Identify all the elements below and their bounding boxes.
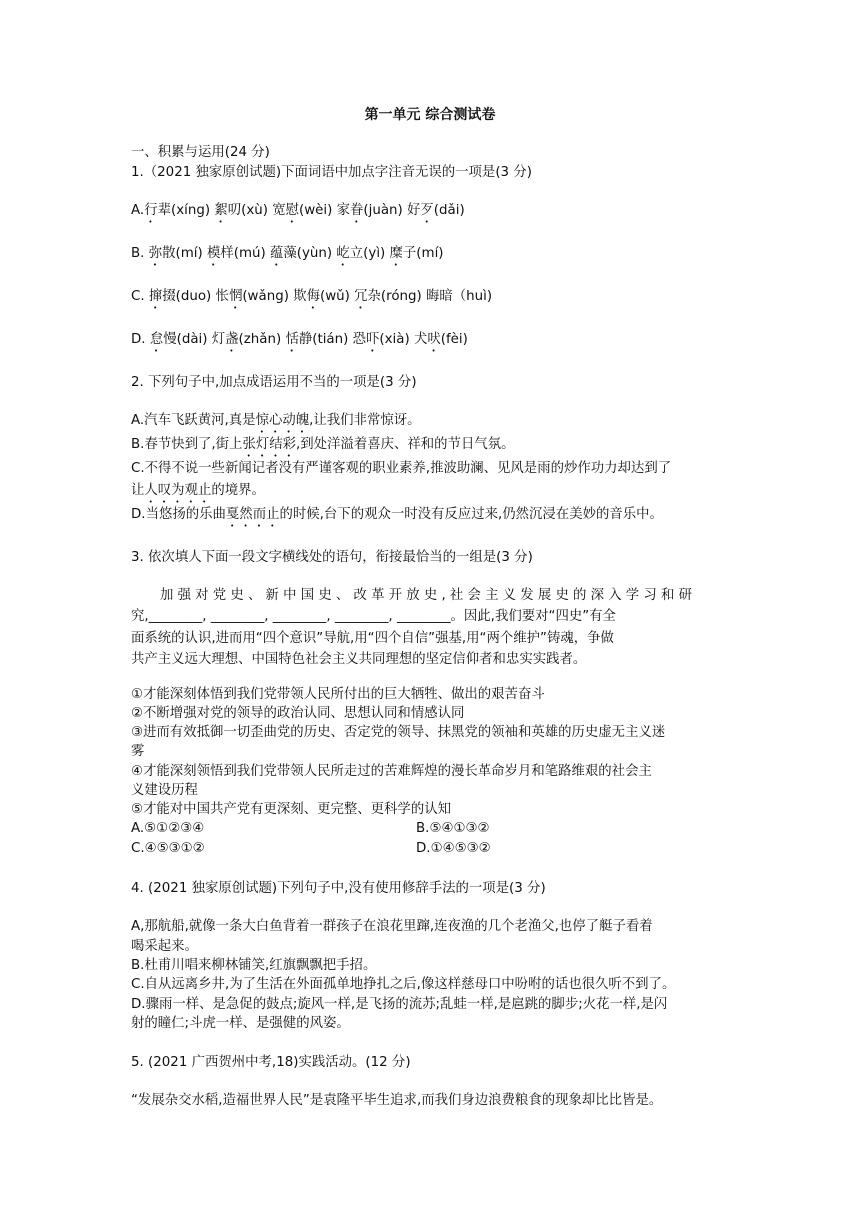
q3-sentence-4-line1: ④才能深刻领悟到我们党带领人民所走过的苦难辉煌的漫长革命岁月和笔路维艰的社会主	[131, 764, 652, 779]
q4-option-d-line2: 射的瞳仁;斗虎一样、是强健的风姿。	[131, 1016, 350, 1031]
q3-sentence-3-line2: 雾	[131, 744, 145, 759]
q2-option-b: B.春节快到了,街上张灯结彩,到处洋溢着喜庆、祥和的节日气氛。	[131, 437, 515, 452]
q1-option-b: B. 弥散(mí) 模样(mú) 蕴藻(yùn) 屹立(yì) 糜子(mí)	[131, 246, 444, 261]
section-heading: 一、积累与运用(24 分)	[131, 145, 270, 160]
q4-stem: 4. (2021 独家原创试题)下列句子中,没有使用修辞手法的一项是(3 分)	[131, 881, 546, 896]
q2-option-c-line1: C.不得不说一些新闻记者没有严谨客观的职业素养,推波助澜、见风是雨的炒作功力却达到了	[131, 461, 672, 476]
q2-stem: 2. 下列句子中,加点成语运用不当的一项是(3 分)	[131, 375, 417, 390]
q4-option-c: C.自从远离乡井,为了生活在外面孤单地挣扎之后,像这样慈母口中吩咐的话也很久听不到了。	[131, 977, 676, 992]
q3-option-c: C.④⑤③①②	[131, 841, 205, 856]
q5-stem: 5. (2021 广西贺州中考,18)实践活动。(12 分)	[131, 1055, 411, 1070]
q3-sentence-1: ①才能深刻体悟到我们党带领人民所付出的巨大牺牲、做出的艰苦奋斗	[131, 687, 545, 702]
q4-option-d-line1: D.骤雨一样、是急促的鼓点;旋风一样,是飞扬的流苏;乱蛙一样,是扈跳的脚步;火花一样,是闪	[131, 997, 668, 1012]
page-title: 第一单元 综合测试卷	[364, 107, 496, 123]
q1-stem: 1.（2021 独家原创试题)下面词语中加点字注音无误的一项是(3 分)	[131, 165, 532, 180]
q2-option-c-line2: 让人叹为观止的境界。	[131, 483, 265, 498]
q4-option-a-line1: A,那航船,就像一条大白鱼背着一群孩子在浪花里蹿,连夜渔的几个老渔父,也停了艇子看着	[131, 919, 653, 934]
q3-option-a: A.⑤①②③④	[131, 821, 205, 836]
q3-passage-line3: 面系统的认识,进而用“四个意识”导航,用“四个自信”强基,用“两个维护”铸魂，争做	[131, 631, 614, 646]
q3-sentence-3-line1: ③进而有效抵御一切歪曲党的历史、否定党的领导、抹黑党的领袖和英雄的历史虚无主义迷	[131, 725, 666, 740]
q5-passage-line1: “发展杂交水稻,造福世界人民”是袁隆平毕生追求,而我们身边浪费粮食的现象却比比皆是。	[131, 1093, 663, 1108]
q3-option-d: D.①④⑤③②	[416, 841, 491, 856]
q2-option-d: D.当悠扬的乐曲戛然而止的时候,台下的观众一时没有反应过来,仍然沉浸在美妙的音乐中。	[131, 507, 663, 522]
q1-option-a: A.行辈(xíng) 絮叨(xù) 宽慰(wèi) 家眷(juàn) 好歹(dǎi)	[131, 203, 465, 218]
q1-option-d: D. 怠慢(dài) 灯盏(zhǎn) 恬静(tián) 恐吓(xià) 犬吠(fèi)	[131, 332, 468, 347]
q3-sentence-2: ②不断增强对党的领导的政治认同、思想认同和情感认同	[131, 706, 465, 721]
q3-sentence-4-line2: 义建设历程	[131, 783, 198, 798]
q4-option-b: B.杜甫川唱来柳林铺笑,红旗飘飘把手招。	[131, 958, 377, 973]
q3-option-b: B.⑤④①③②	[416, 821, 490, 836]
q2-option-a: A.汽车飞跃黄河,真是惊心动魄,让我们非常惊讶。	[131, 413, 421, 428]
q4-option-a-line2: 喝采起来。	[131, 939, 198, 954]
q3-stem: 3. 依次填人下面一段文字横线处的语句，衔接最恰当的一组是(3 分)	[131, 550, 533, 565]
q3-passage-line1: 加强对党史、新中国史、改革开放史,社会主义发展史的深入学习和研	[160, 588, 697, 603]
q3-passage-line4: 共产主义远大理想、中国特色社会主义共同理想的坚定信仰者和忠实实践者。	[131, 652, 587, 667]
q3-passage-line2: 究,________, ________, ________, ________, ________。因此,我们要对“四史”有全	[131, 609, 616, 624]
q1-option-c: C. 撺掇(duo) 怅惘(wǎng) 欺侮(wǔ) 冗杂(róng) 晦暗（huì)	[131, 289, 493, 304]
q3-sentence-5: ⑤才能对中国共产党有更深刻、更完整、更科学的认知	[131, 802, 451, 817]
